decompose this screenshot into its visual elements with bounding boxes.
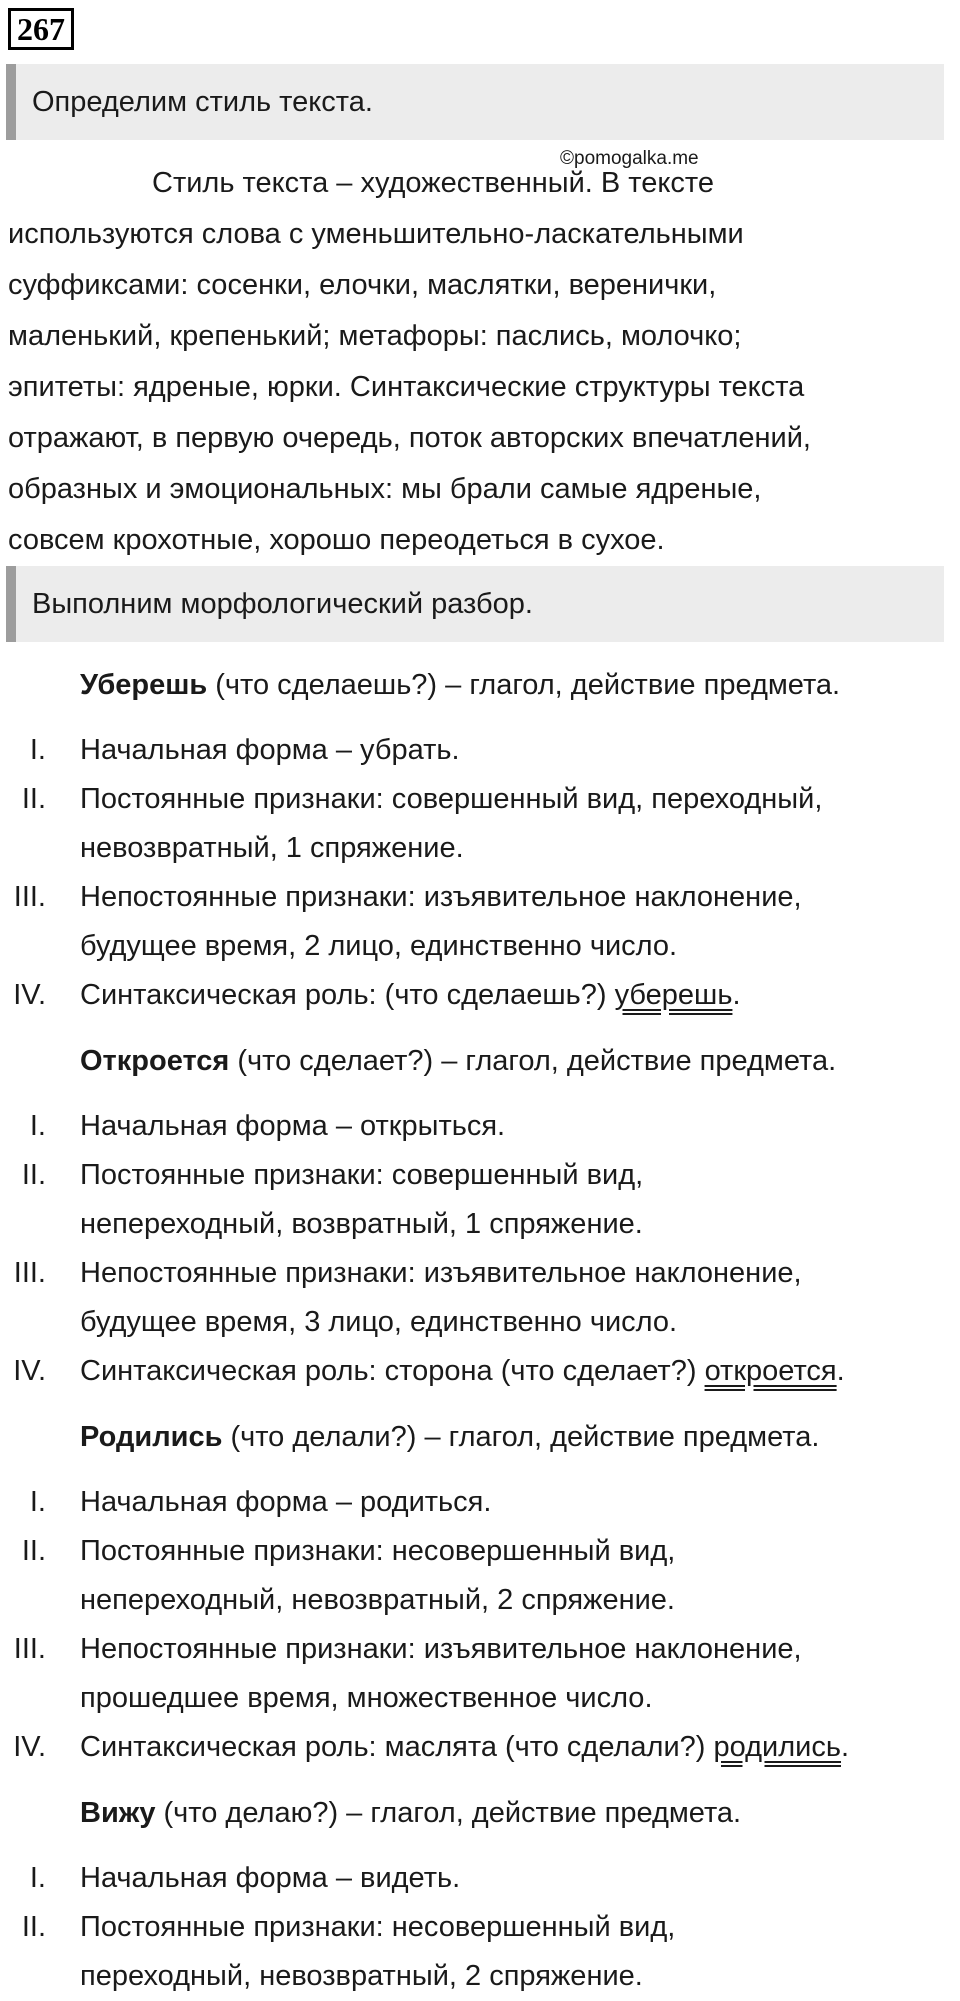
item-line: Начальная форма – убрать. xyxy=(80,734,460,766)
item-line: Постоянные признаки: совершенный вид, переходный, xyxy=(80,783,823,815)
underlined-predicate: родились xyxy=(713,1731,841,1763)
word-heading xyxy=(80,1412,819,1463)
word-heading xyxy=(80,660,840,711)
item-text: Синтаксическая роль: (что сделаешь?) xyxy=(80,979,615,1011)
task-number: 267 xyxy=(8,8,74,50)
word-description: (что сделает?) – глагол, действие предмета. xyxy=(229,1045,837,1077)
item-punct: . xyxy=(841,1731,850,1763)
item-text: Синтаксическая роль: маслята (что сделали?) xyxy=(80,1731,714,1763)
word-term: Родились xyxy=(80,1421,223,1453)
watermark: ©pomogalka.me xyxy=(560,148,699,169)
item-line: непереходный, возвратный, 1 спряжение. xyxy=(80,1208,643,1240)
word-description: (что делали?) – глагол, действие предмета. xyxy=(222,1421,820,1453)
item-line: Непостоянные признаки: изъявительное наклонение, xyxy=(80,1633,802,1665)
paragraph-line: маленький, крепенький; метафоры: паслись, молочко; xyxy=(8,320,742,352)
word-term: Уберешь xyxy=(80,669,208,701)
paragraph-line: суффиксами: сосенки, елочки, маслятки, веренички, xyxy=(8,269,717,301)
paragraph-line: совсем крохотные, хорошо переодеться в сухое. xyxy=(8,524,665,556)
roman-numeral: I. xyxy=(29,1110,46,1142)
roman-numeral: II. xyxy=(21,1911,46,1943)
roman-numeral: III. xyxy=(13,1257,46,1289)
item-punct: . xyxy=(732,979,741,1011)
word-heading xyxy=(80,1036,836,1087)
item-line: переходный, невозвратный, 2 спряжение. xyxy=(80,1960,643,1992)
roman-numeral: III. xyxy=(13,1633,46,1665)
paragraph-line: используются слова с уменьшительно-ласкательными xyxy=(8,218,744,250)
word-heading xyxy=(80,1788,741,1839)
roman-numeral: IV. xyxy=(13,1355,46,1387)
underlined-predicate: уберешь xyxy=(614,979,733,1011)
item-punct: . xyxy=(836,1355,845,1387)
roman-numeral: I. xyxy=(29,1486,46,1518)
roman-numeral: I. xyxy=(29,1862,46,1894)
item-line: Начальная форма – родиться. xyxy=(80,1486,492,1518)
paragraph-line: образных и эмоциональных: мы брали самые ядреные, xyxy=(8,473,762,505)
item-line: Непостоянные признаки: изъявительное наклонение, xyxy=(80,881,802,913)
paragraph-line: Стиль текста – художественный. В тексте xyxy=(152,167,714,199)
item-line: Начальная форма – видеть. xyxy=(80,1862,461,1894)
item-line: невозвратный, 1 спряжение. xyxy=(80,832,464,864)
word-description: (что сделаешь?) – глагол, действие предмета. xyxy=(207,669,841,701)
item-text: Синтаксическая роль: сторона (что сделает?) xyxy=(80,1355,705,1387)
item-line: Постоянные признаки: несовершенный вид, xyxy=(80,1535,676,1567)
item-line: будущее время, 2 лицо, единственно число. xyxy=(80,930,678,962)
roman-numeral: IV. xyxy=(13,979,46,1011)
word-description: (что делаю?) – глагол, действие предмета. xyxy=(155,1797,742,1829)
item-line: непереходный, невозвратный, 2 спряжение. xyxy=(80,1584,675,1616)
roman-numeral: II. xyxy=(21,783,46,815)
item-line: Постоянные признаки: совершенный вид, xyxy=(80,1159,644,1191)
roman-numeral: II. xyxy=(21,1535,46,1567)
roman-numeral: I. xyxy=(29,734,46,766)
item-line: Постоянные признаки: несовершенный вид, xyxy=(80,1911,676,1943)
roman-numeral: II. xyxy=(21,1159,46,1191)
underlined-predicate: откроется xyxy=(704,1355,837,1387)
section-banner-morphology: Выполним морфологический разбор. xyxy=(6,566,944,642)
item-line: будущее время, 3 лицо, единственно число. xyxy=(80,1306,678,1338)
item-line: прошедшее время, множественное число. xyxy=(80,1682,653,1714)
word-term: Откроется xyxy=(80,1045,230,1077)
paragraph-line: эпитеты: ядреные, юрки. Синтаксические структуры текста xyxy=(8,371,805,403)
roman-numeral: III. xyxy=(13,881,46,913)
item-line: Начальная форма – открыться. xyxy=(80,1110,506,1142)
word-term: Вижу xyxy=(80,1797,156,1829)
item-line: Непостоянные признаки: изъявительное наклонение, xyxy=(80,1257,802,1289)
style-paragraph xyxy=(8,158,956,566)
paragraph-line: отражают, в первую очередь, поток авторских впечатлений, xyxy=(8,422,811,454)
section-banner-style: Определим стиль текста. xyxy=(6,64,944,140)
roman-numeral: IV. xyxy=(13,1731,46,1763)
